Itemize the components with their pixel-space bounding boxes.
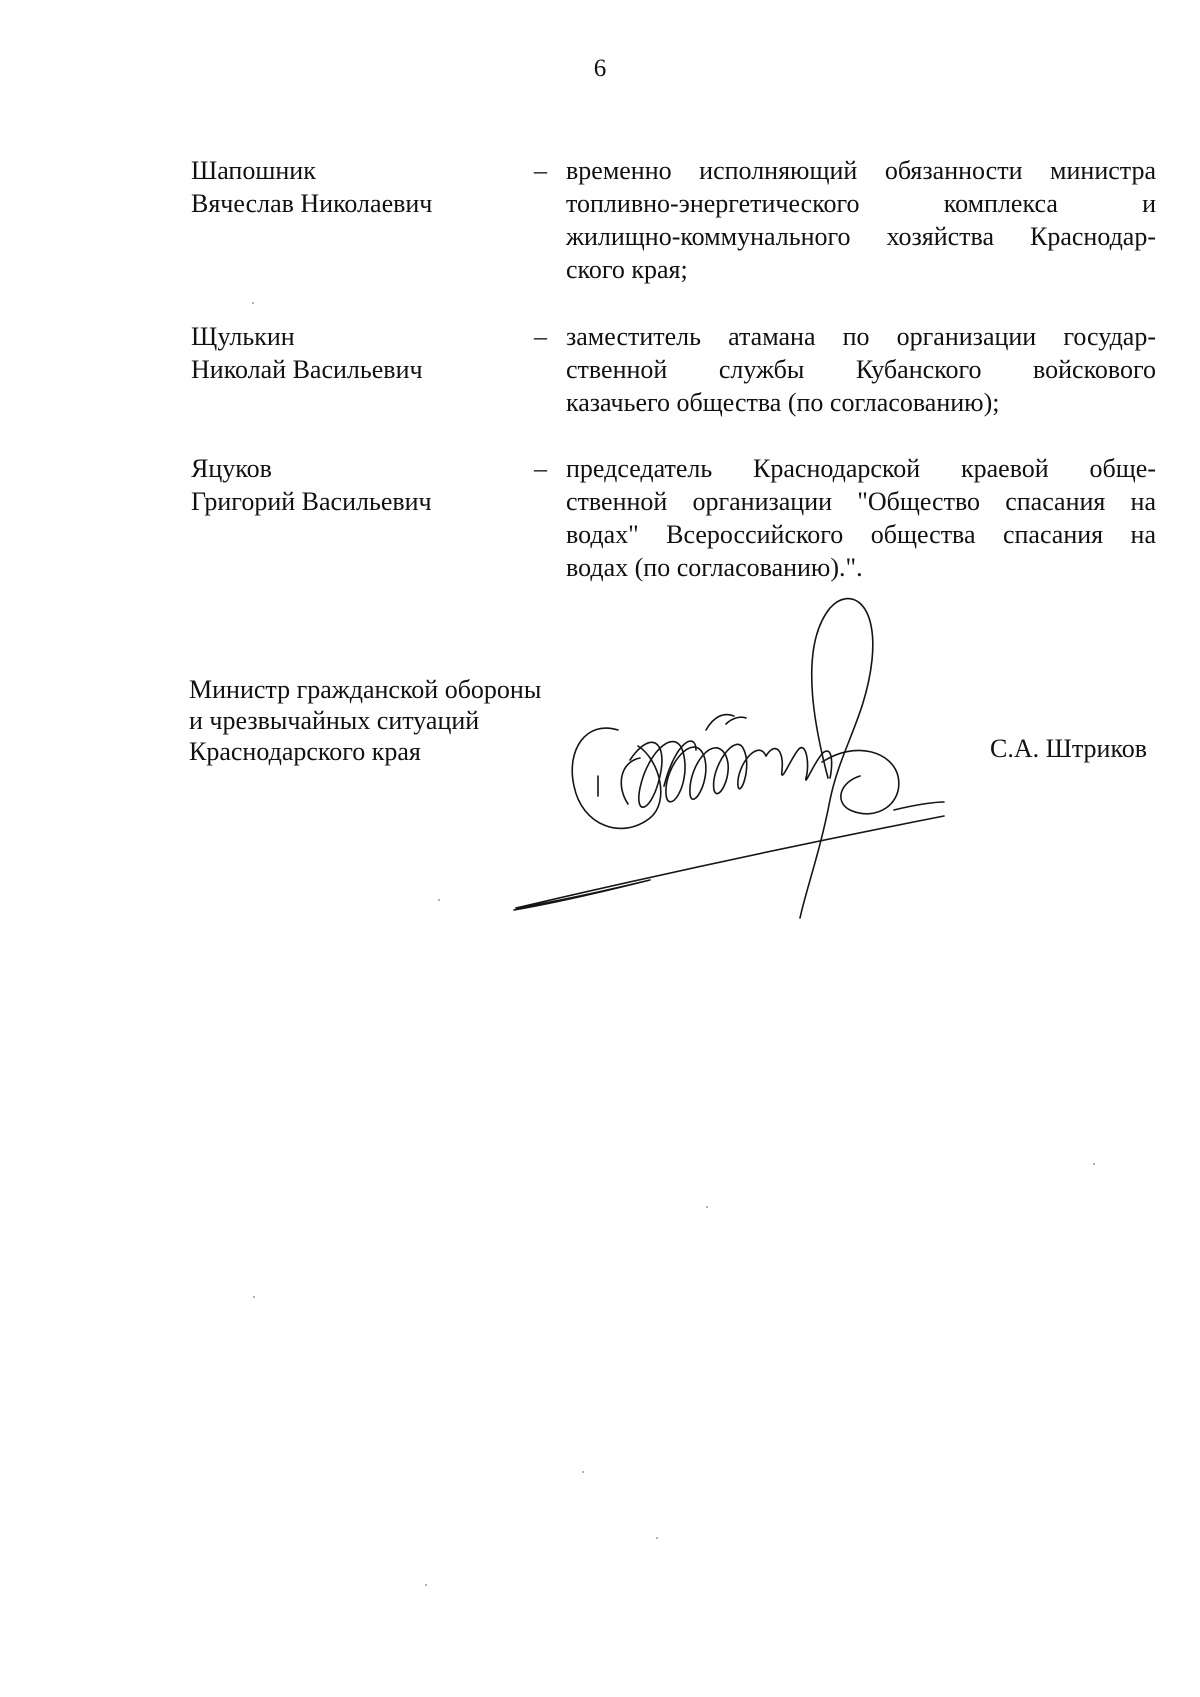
position-line: председатель Краснодарской краевой обще- [566, 454, 1156, 483]
scan-speck [252, 302, 254, 304]
member-name [191, 320, 521, 386]
scan-speck [656, 1537, 658, 1539]
signer-title-line: Краснодарского края [189, 737, 421, 766]
member-given-names: Вячеслав Николаевич [191, 189, 433, 218]
position-line: ственной организации "Общество спасания на [566, 487, 1156, 516]
handwritten-signature [500, 590, 970, 930]
page-number: 6 [593, 55, 607, 82]
position-line: казачьего общества (по согласованию); [566, 388, 1000, 417]
scan-speck [438, 899, 440, 901]
dash-separator: – [534, 322, 547, 351]
scan-speck [582, 1471, 584, 1473]
member-surname: Шапошник [191, 156, 316, 185]
member-given-names: Николай Васильевич [191, 355, 423, 384]
signer-title [189, 674, 541, 767]
scan-speck [1093, 1163, 1095, 1165]
position-line: водах (по согласованию).". [566, 553, 863, 582]
member-surname: Щулькин [191, 322, 295, 351]
position-line: ского края; [566, 255, 688, 284]
scan-speck [706, 1206, 708, 1208]
position-line: водах" Всероссийского общества спасания на [566, 520, 1156, 549]
position-line: топливно-энергетического комплекса и [566, 189, 1156, 218]
signer-name: С.А. Штриков [990, 734, 1148, 763]
position-line: ственной службы Кубанского войскового [566, 355, 1156, 384]
dash-separator: – [534, 156, 547, 185]
signer-title-line: Министр гражданской обороны [189, 675, 542, 704]
member-name [191, 452, 521, 518]
member-surname: Яцуков [191, 454, 272, 483]
dash-separator: – [534, 454, 547, 483]
member-position [566, 154, 1156, 286]
member-name [191, 154, 521, 220]
position-line: временно исполняющий обязанности министра [566, 156, 1156, 185]
member-position [566, 452, 1156, 584]
position-line: заместитель атамана по организации государ- [566, 322, 1156, 351]
scan-speck [253, 1296, 255, 1298]
member-position [566, 320, 1156, 419]
signer-title-line: и чрезвычайных ситуаций [189, 706, 480, 735]
member-given-names: Григорий Васильевич [191, 487, 432, 516]
scan-speck [425, 1584, 427, 1586]
position-line: жилищно-коммунального хозяйства Краснодар- [566, 222, 1156, 251]
